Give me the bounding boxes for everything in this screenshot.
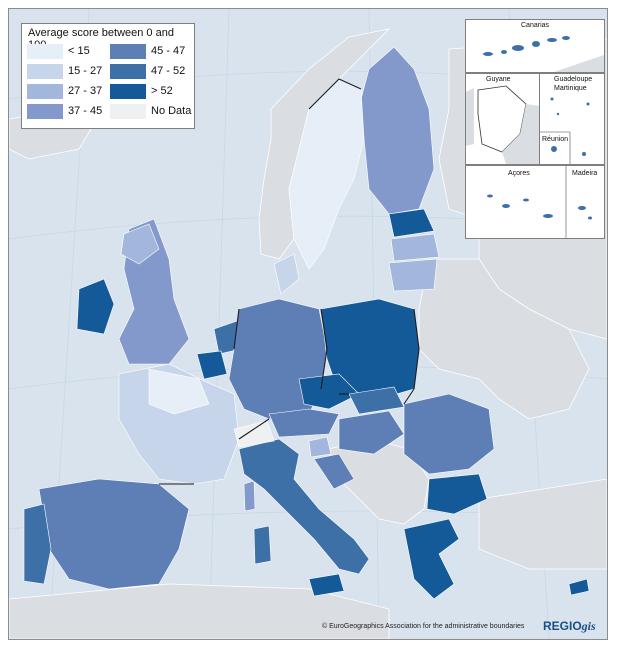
legend-label: > 52 [151, 85, 173, 97]
legend-label: No Data [151, 105, 192, 117]
copyright-notice: © EuroGeographics Association for the administrative boundaries [322, 623, 525, 630]
legend-swatch [27, 84, 63, 99]
legend-title: Average score between 0 and [28, 27, 174, 39]
legend-swatch [27, 104, 63, 119]
region-belgium [197, 351, 227, 379]
regiogis-logo [543, 619, 596, 634]
region-latvia [391, 234, 439, 261]
inset-label-madeira: Madeira [572, 170, 598, 177]
inset-label-reunion: Réunion [542, 136, 569, 143]
legend [21, 23, 195, 129]
region-sicily [309, 574, 344, 596]
legend-label: 47 - 52 [151, 65, 186, 77]
legend-label: < 15 [68, 45, 90, 57]
atlantic-islands [466, 166, 604, 238]
region-bulgaria [427, 474, 487, 514]
region-finland [361, 47, 434, 214]
inset-label-canarias: Canarias [521, 22, 550, 29]
inset-label-acores: Açores [508, 170, 530, 177]
legend-swatch [110, 84, 146, 99]
inset-acores-madeira [465, 165, 605, 239]
turkey-land [479, 479, 607, 569]
region-ireland [77, 279, 114, 334]
inset-guyane [465, 73, 541, 165]
region-denmark [274, 254, 299, 294]
region-cyprus [569, 579, 589, 595]
guyane-map [466, 74, 540, 164]
legend-swatch [27, 64, 63, 79]
region-spain [39, 479, 189, 589]
region-lithuania [389, 259, 437, 291]
inset-label-martinique: Martinique [554, 85, 587, 92]
canarias-islands [466, 20, 604, 72]
logo-suffix: gis [581, 619, 596, 633]
caribbean-islands [540, 74, 604, 164]
inset-guadeloupe-martinique [539, 73, 605, 165]
region-romania [404, 394, 494, 474]
inset-label-guyane: Guyane [486, 76, 511, 83]
logo-main: REGIO [543, 619, 582, 633]
inset-label-guadeloupe: Guadeloupe [554, 76, 593, 83]
region-sardinia [254, 526, 271, 564]
legend-swatch [110, 44, 146, 59]
inset-canarias [465, 19, 605, 73]
legend-swatch [27, 44, 63, 59]
legend-swatch [110, 104, 146, 119]
region-estonia [389, 209, 434, 237]
legend-label: 15 - 27 [68, 65, 103, 77]
region-slovenia [309, 437, 331, 457]
region-greece [404, 519, 459, 599]
legend-label: 45 - 47 [151, 45, 186, 57]
region-corsica [244, 481, 255, 511]
legend-label: 37 - 45 [68, 105, 103, 117]
legend-swatch [110, 64, 146, 79]
map-frame [8, 8, 608, 640]
legend-label: 27 - 37 [68, 85, 103, 97]
region-austria [269, 409, 339, 437]
